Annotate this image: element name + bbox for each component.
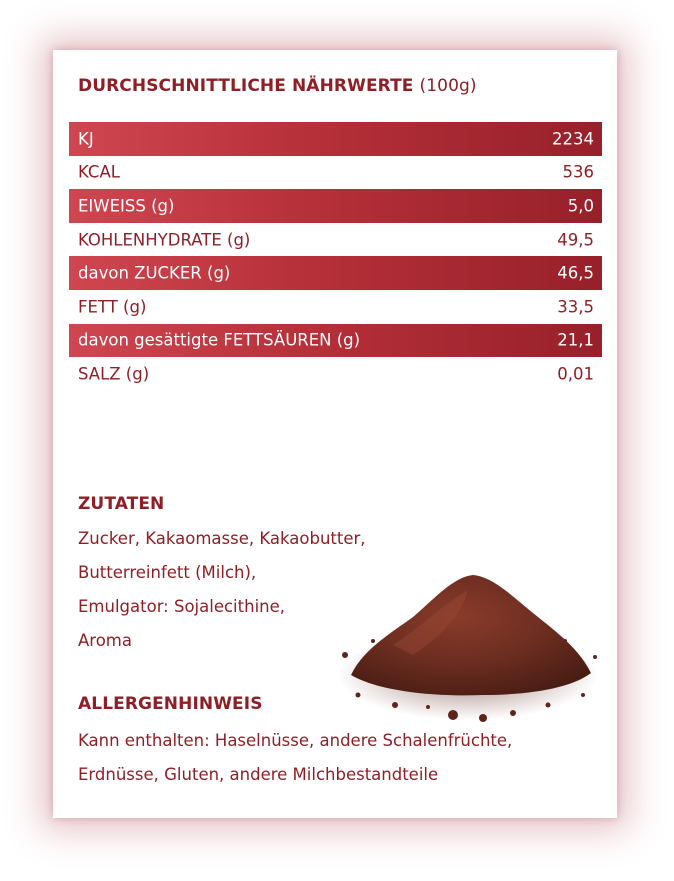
ingredients-line: Butterreinfett (Milch),: [78, 563, 257, 582]
nutrient-value: 0,01: [557, 364, 594, 384]
ingredients-line: Zucker, Kakaomasse, Kakaobutter,: [78, 529, 366, 548]
table-row: [69, 290, 602, 324]
allergens-line: Kann enthalten: Haselnüsse, andere Schalenfrüchte,: [78, 731, 513, 750]
nutrition-card: [53, 50, 617, 818]
nutrition-title-suffix: (100g): [419, 76, 477, 96]
nutrition-table: [69, 122, 602, 391]
nutrient-value: 536: [562, 162, 594, 182]
nutrition-heading: [78, 76, 477, 96]
nutrient-value: 5,0: [567, 196, 594, 216]
nutrient-value: 46,5: [557, 263, 594, 283]
allergens-text: [78, 724, 512, 792]
nutrient-value: 33,5: [557, 297, 594, 317]
allergens-line: Erdnüsse, Gluten, andere Milchbestandteile: [78, 765, 439, 784]
nutrition-title: DURCHSCHNITTLICHE NÄHRWERTE: [78, 76, 414, 96]
nutrient-label: FETT (g): [78, 297, 147, 317]
table-row: [69, 256, 602, 290]
table-row: [69, 156, 602, 190]
nutrient-value: 21,1: [557, 330, 594, 350]
table-row: [69, 324, 602, 358]
nutrient-label: davon ZUCKER (g): [78, 263, 231, 283]
table-row: [69, 223, 602, 257]
nutrient-label: SALZ (g): [78, 364, 150, 384]
table-row: [69, 122, 602, 156]
table-row: [69, 357, 602, 391]
ingredients-heading: ZUTATEN: [78, 494, 165, 514]
nutrient-value: 49,5: [557, 230, 594, 250]
ingredients-list: [78, 522, 366, 658]
allergens-heading: ALLERGENHINWEIS: [78, 694, 263, 714]
nutrient-label: EIWEISS (g): [78, 196, 175, 216]
cocoa-powder-icon: [333, 555, 603, 725]
nutrient-label: davon gesättigte FETTSÄUREN (g): [78, 330, 361, 350]
ingredients-line: Aroma: [78, 631, 132, 650]
ingredients-line: Emulgator: Sojalecithine,: [78, 597, 286, 616]
nutrient-label: KJ: [78, 129, 94, 149]
table-row: [69, 189, 602, 223]
nutrient-value: 2234: [552, 129, 594, 149]
nutrient-label: KCAL: [78, 162, 120, 182]
nutrient-label: KOHLENHYDRATE (g): [78, 230, 251, 250]
